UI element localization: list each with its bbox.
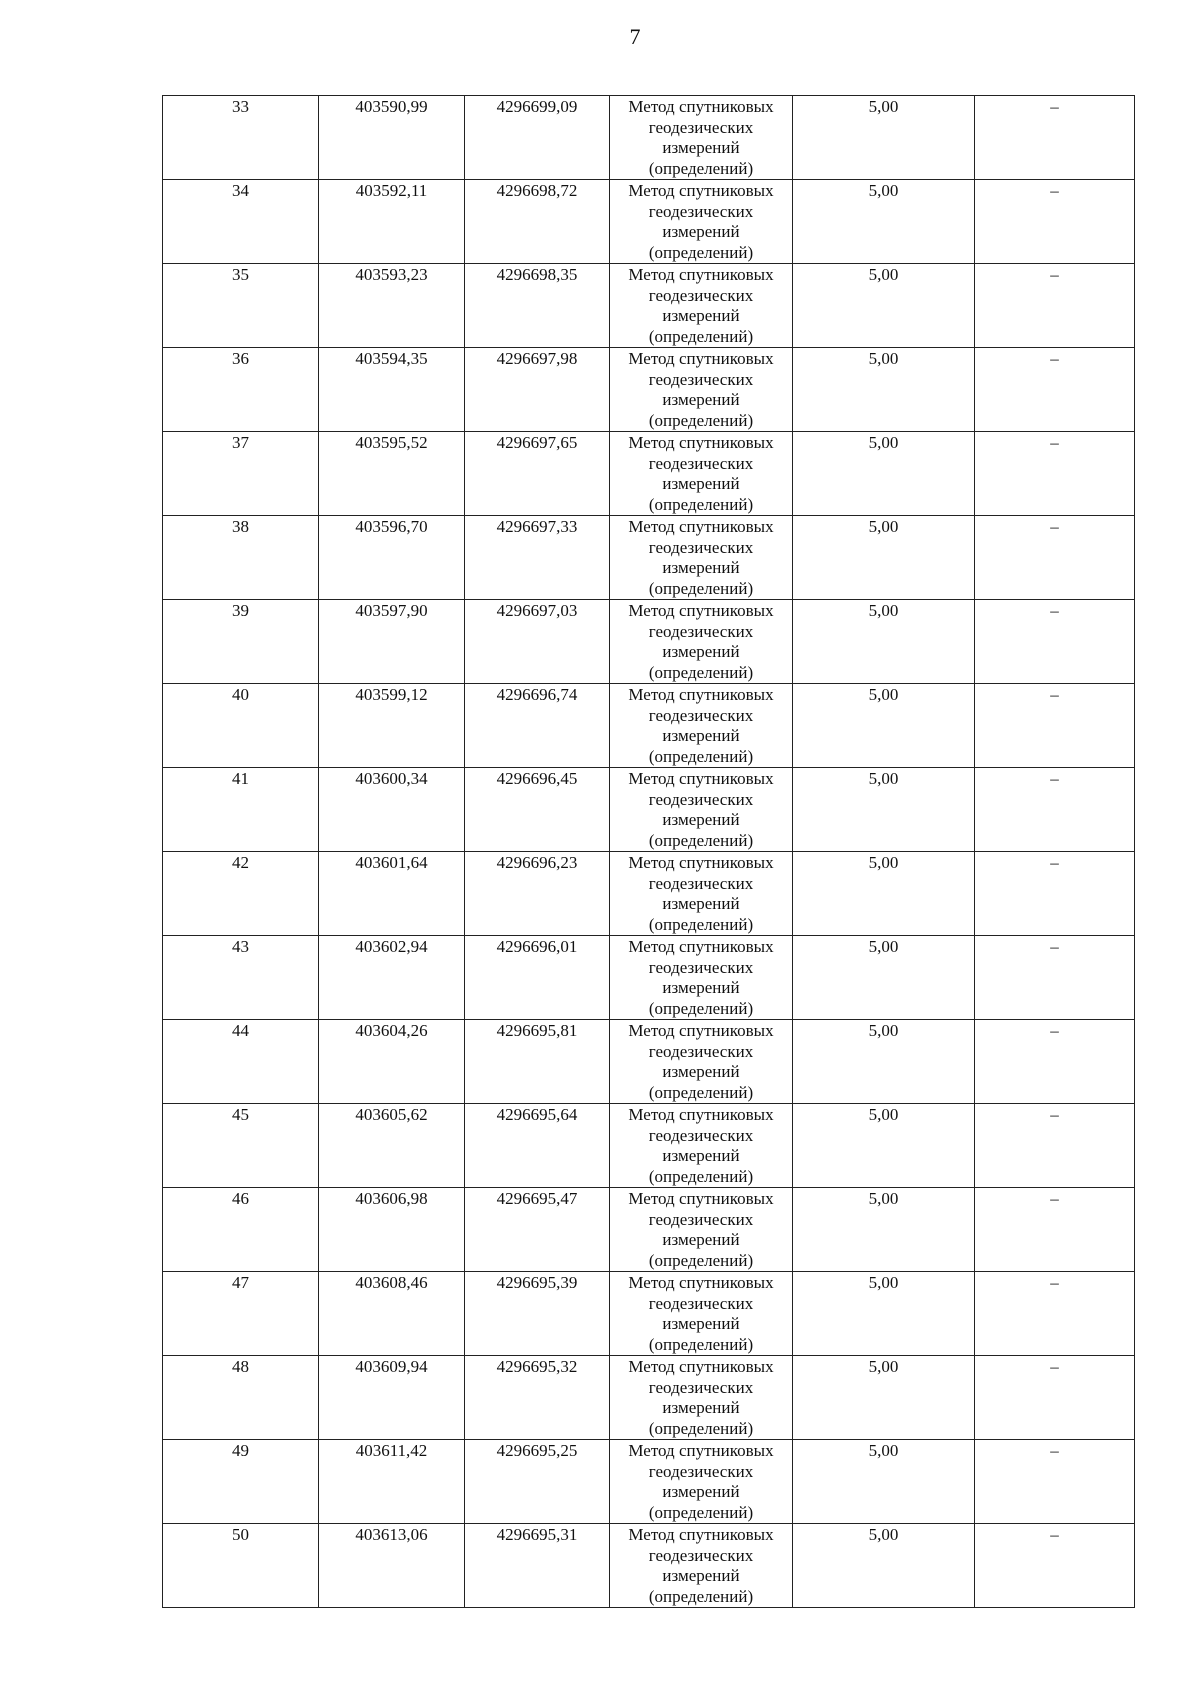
note-cell <box>975 1104 1135 1188</box>
y-coordinate-cell <box>465 180 610 264</box>
x-coordinate-cell-text: 403595,52 <box>355 433 428 452</box>
x-coordinate-cell-text: 403613,06 <box>355 1525 428 1544</box>
point-number-cell-text: 36 <box>232 349 249 368</box>
x-coordinate-cell <box>319 684 465 768</box>
method-line: Метод спутниковых <box>628 517 774 536</box>
note-cell <box>975 1440 1135 1524</box>
method-line: (определений) <box>648 746 754 766</box>
x-coordinate-cell-text: 403592,11 <box>355 181 428 200</box>
method-line: измерений <box>662 1062 740 1081</box>
method-line: геодезических <box>648 201 754 221</box>
accuracy-cell-text: 5,00 <box>868 769 899 788</box>
method-line: Метод спутниковых <box>628 1021 774 1040</box>
method-line: измерений <box>662 642 740 661</box>
method-line: геодезических <box>648 957 754 977</box>
y-coordinate-cell <box>465 432 610 516</box>
method-cell <box>610 1188 793 1272</box>
y-coordinate-cell <box>465 96 610 180</box>
y-coordinate-cell <box>465 516 610 600</box>
x-coordinate-cell <box>319 432 465 516</box>
x-coordinate-cell <box>319 348 465 432</box>
method-line: геодезических <box>648 1209 754 1229</box>
point-number-cell <box>163 936 319 1020</box>
y-coordinate-cell-text: 4296697,03 <box>496 601 578 620</box>
method-line: геодезических <box>648 705 754 725</box>
method-line: геодезических <box>648 453 754 473</box>
method-line: геодезических <box>648 1125 754 1145</box>
method-cell <box>610 1440 793 1524</box>
method-line: Метод спутниковых <box>628 1273 774 1292</box>
point-number-cell <box>163 180 319 264</box>
accuracy-cell-text: 5,00 <box>868 601 899 620</box>
note-cell <box>975 600 1135 684</box>
note-cell <box>975 1020 1135 1104</box>
point-number-cell-text: 35 <box>232 265 249 284</box>
method-cell <box>610 432 793 516</box>
note-cell <box>975 1524 1135 1608</box>
y-coordinate-cell <box>465 1272 610 1356</box>
point-number-cell-text: 41 <box>232 769 249 788</box>
y-coordinate-cell <box>465 1524 610 1608</box>
method-line: (определений) <box>648 662 754 682</box>
note-cell-text: – <box>1050 1525 1059 1544</box>
table-row <box>163 1104 1135 1188</box>
method-line: Метод спутниковых <box>628 97 774 116</box>
x-coordinate-cell <box>319 600 465 684</box>
method-line: измерений <box>662 1482 740 1501</box>
point-number-cell <box>163 684 319 768</box>
x-coordinate-cell <box>319 768 465 852</box>
y-coordinate-cell-text: 4296699,09 <box>496 97 578 116</box>
x-coordinate-cell-text: 403599,12 <box>355 685 428 704</box>
x-coordinate-cell <box>319 852 465 936</box>
method-line: измерений <box>662 1566 740 1585</box>
note-cell <box>975 684 1135 768</box>
method-line: измерений <box>662 306 740 325</box>
point-number-cell <box>163 96 319 180</box>
note-cell <box>975 1356 1135 1440</box>
x-coordinate-cell-text: 403605,62 <box>355 1105 428 1124</box>
method-line: геодезических <box>648 285 754 305</box>
accuracy-cell-text: 5,00 <box>868 349 899 368</box>
method-line: геодезических <box>648 537 754 557</box>
table-row <box>163 852 1135 936</box>
method-line: Метод спутниковых <box>628 601 774 620</box>
accuracy-cell-text: 5,00 <box>868 97 899 116</box>
x-coordinate-cell-text: 403606,98 <box>355 1189 428 1208</box>
accuracy-cell <box>793 852 975 936</box>
note-cell-text: – <box>1050 769 1059 788</box>
method-line: (определений) <box>648 326 754 346</box>
method-line: Метод спутниковых <box>628 1525 774 1544</box>
note-cell <box>975 852 1135 936</box>
y-coordinate-cell-text: 4296696,74 <box>496 685 578 704</box>
y-coordinate-cell-text: 4296695,64 <box>496 1105 578 1124</box>
method-line: (определений) <box>648 158 754 178</box>
table-row <box>163 96 1135 180</box>
y-coordinate-cell-text: 4296697,33 <box>496 517 578 536</box>
method-line: геодезических <box>648 621 754 641</box>
accuracy-cell-text: 5,00 <box>868 1357 899 1376</box>
note-cell-text: – <box>1050 1021 1059 1040</box>
method-line: Метод спутниковых <box>628 685 774 704</box>
method-cell <box>610 768 793 852</box>
method-cell <box>610 936 793 1020</box>
point-number-cell-text: 47 <box>232 1273 249 1292</box>
point-number-cell-text: 48 <box>232 1357 249 1376</box>
accuracy-cell <box>793 684 975 768</box>
point-number-cell <box>163 432 319 516</box>
table-row <box>163 600 1135 684</box>
y-coordinate-cell <box>465 600 610 684</box>
method-line: измерений <box>662 1398 740 1417</box>
y-coordinate-cell <box>465 1188 610 1272</box>
x-coordinate-cell-text: 403593,23 <box>355 265 428 284</box>
method-cell <box>610 600 793 684</box>
method-line: измерений <box>662 810 740 829</box>
accuracy-cell-text: 5,00 <box>868 1441 899 1460</box>
accuracy-cell <box>793 768 975 852</box>
accuracy-cell <box>793 600 975 684</box>
method-cell <box>610 852 793 936</box>
point-number-cell <box>163 852 319 936</box>
y-coordinate-cell <box>465 768 610 852</box>
method-line: геодезических <box>648 369 754 389</box>
method-cell <box>610 96 793 180</box>
method-line: Метод спутниковых <box>628 1357 774 1376</box>
method-line: (определений) <box>648 494 754 514</box>
point-number-cell <box>163 600 319 684</box>
method-line: Метод спутниковых <box>628 265 774 284</box>
x-coordinate-cell-text: 403601,64 <box>355 853 428 872</box>
table-row <box>163 348 1135 432</box>
accuracy-cell <box>793 1020 975 1104</box>
table-row <box>163 936 1135 1020</box>
y-coordinate-cell <box>465 1440 610 1524</box>
point-number-cell-text: 44 <box>232 1021 249 1040</box>
method-line: (определений) <box>648 830 754 850</box>
method-line: (определений) <box>648 1586 754 1606</box>
note-cell <box>975 432 1135 516</box>
table-row <box>163 1356 1135 1440</box>
accuracy-cell <box>793 1440 975 1524</box>
method-line: (определений) <box>648 1250 754 1270</box>
accuracy-cell-text: 5,00 <box>868 433 899 452</box>
method-line: измерений <box>662 222 740 241</box>
point-number-cell-text: 39 <box>232 601 249 620</box>
method-cell <box>610 264 793 348</box>
point-number-cell-text: 42 <box>232 853 249 872</box>
x-coordinate-cell-text: 403590,99 <box>355 97 428 116</box>
point-number-cell-text: 50 <box>232 1525 249 1544</box>
method-line: геодезических <box>648 873 754 893</box>
point-number-cell <box>163 1104 319 1188</box>
y-coordinate-cell-text: 4296698,35 <box>496 265 578 284</box>
accuracy-cell <box>793 1188 975 1272</box>
accuracy-cell <box>793 348 975 432</box>
y-coordinate-cell <box>465 264 610 348</box>
method-line: (определений) <box>648 914 754 934</box>
method-line: измерений <box>662 474 740 493</box>
point-number-cell <box>163 516 319 600</box>
point-number-cell-text: 43 <box>232 937 249 956</box>
x-coordinate-cell <box>319 516 465 600</box>
accuracy-cell-text: 5,00 <box>868 937 899 956</box>
y-coordinate-cell <box>465 684 610 768</box>
method-cell <box>610 1272 793 1356</box>
note-cell <box>975 768 1135 852</box>
method-line: (определений) <box>648 410 754 430</box>
note-cell-text: – <box>1050 265 1059 284</box>
y-coordinate-cell-text: 4296696,45 <box>496 769 578 788</box>
point-number-cell-text: 37 <box>232 433 249 452</box>
point-number-cell-text: 45 <box>232 1105 249 1124</box>
accuracy-cell <box>793 1524 975 1608</box>
method-cell <box>610 1020 793 1104</box>
x-coordinate-cell <box>319 96 465 180</box>
y-coordinate-cell <box>465 348 610 432</box>
y-coordinate-cell <box>465 852 610 936</box>
x-coordinate-cell <box>319 264 465 348</box>
accuracy-cell-text: 5,00 <box>868 1021 899 1040</box>
note-cell-text: – <box>1050 937 1059 956</box>
method-line: измерений <box>662 894 740 913</box>
x-coordinate-cell-text: 403604,26 <box>355 1021 428 1040</box>
accuracy-cell-text: 5,00 <box>868 1525 899 1544</box>
method-line: Метод спутниковых <box>628 181 774 200</box>
method-line: (определений) <box>648 242 754 262</box>
note-cell-text: – <box>1050 1441 1059 1460</box>
y-coordinate-cell-text: 4296695,25 <box>496 1441 578 1460</box>
method-line: измерений <box>662 1146 740 1165</box>
method-line: (определений) <box>648 1418 754 1438</box>
method-line: Метод спутниковых <box>628 937 774 956</box>
method-line: геодезических <box>648 1041 754 1061</box>
note-cell-text: – <box>1050 517 1059 536</box>
x-coordinate-cell-text: 403608,46 <box>355 1273 428 1292</box>
table-row <box>163 768 1135 852</box>
method-line: (определений) <box>648 1334 754 1354</box>
x-coordinate-cell-text: 403596,70 <box>355 517 428 536</box>
method-line: (определений) <box>648 1082 754 1102</box>
note-cell-text: – <box>1050 1189 1059 1208</box>
method-line: Метод спутниковых <box>628 769 774 788</box>
note-cell <box>975 1272 1135 1356</box>
table-row <box>163 180 1135 264</box>
method-line: (определений) <box>648 578 754 598</box>
note-cell-text: – <box>1050 1105 1059 1124</box>
accuracy-cell <box>793 180 975 264</box>
table-row <box>163 432 1135 516</box>
table-row <box>163 684 1135 768</box>
method-cell <box>610 516 793 600</box>
accuracy-cell <box>793 516 975 600</box>
note-cell <box>975 264 1135 348</box>
method-line: Метод спутниковых <box>628 1105 774 1124</box>
note-cell-text: – <box>1050 349 1059 368</box>
y-coordinate-cell <box>465 1104 610 1188</box>
note-cell-text: – <box>1050 1357 1059 1376</box>
x-coordinate-cell <box>319 1272 465 1356</box>
accuracy-cell-text: 5,00 <box>868 685 899 704</box>
method-line: геодезических <box>648 1293 754 1313</box>
accuracy-cell-text: 5,00 <box>868 1189 899 1208</box>
page-number: 7 <box>629 24 641 49</box>
x-coordinate-cell <box>319 936 465 1020</box>
accuracy-cell <box>793 96 975 180</box>
accuracy-cell <box>793 1356 975 1440</box>
method-line: геодезических <box>648 1377 754 1397</box>
accuracy-cell-text: 5,00 <box>868 1273 899 1292</box>
method-line: Метод спутниковых <box>628 1189 774 1208</box>
y-coordinate-cell <box>465 1020 610 1104</box>
x-coordinate-cell <box>319 1524 465 1608</box>
note-cell <box>975 96 1135 180</box>
note-cell-text: – <box>1050 1273 1059 1292</box>
y-coordinate-cell-text: 4296698,72 <box>496 181 578 200</box>
method-line: Метод спутниковых <box>628 1441 774 1460</box>
y-coordinate-cell-text: 4296696,01 <box>496 937 578 956</box>
table-row <box>163 1272 1135 1356</box>
method-line: Метод спутниковых <box>628 853 774 872</box>
note-cell <box>975 936 1135 1020</box>
table-row <box>163 516 1135 600</box>
y-coordinate-cell-text: 4296695,31 <box>496 1525 578 1544</box>
point-number-cell <box>163 1524 319 1608</box>
table-row <box>163 1524 1135 1608</box>
table-row <box>163 264 1135 348</box>
method-line: геодезических <box>648 117 754 137</box>
point-number-cell <box>163 348 319 432</box>
method-line: измерений <box>662 390 740 409</box>
accuracy-cell <box>793 1104 975 1188</box>
point-number-cell-text: 46 <box>232 1189 249 1208</box>
accuracy-cell <box>793 264 975 348</box>
note-cell <box>975 348 1135 432</box>
point-number-cell <box>163 1356 319 1440</box>
x-coordinate-cell-text: 403600,34 <box>355 769 428 788</box>
point-number-cell-text: 49 <box>232 1441 249 1460</box>
accuracy-cell-text: 5,00 <box>868 1105 899 1124</box>
coordinates-table-body <box>163 96 1135 1608</box>
method-line: (определений) <box>648 1166 754 1186</box>
x-coordinate-cell-text: 403611,42 <box>355 1441 428 1460</box>
method-cell <box>610 1104 793 1188</box>
note-cell <box>975 180 1135 264</box>
point-number-cell <box>163 264 319 348</box>
note-cell-text: – <box>1050 97 1059 116</box>
x-coordinate-cell <box>319 180 465 264</box>
y-coordinate-cell <box>465 936 610 1020</box>
x-coordinate-cell <box>319 1356 465 1440</box>
x-coordinate-cell-text: 403594,35 <box>355 349 428 368</box>
method-line: Метод спутниковых <box>628 433 774 452</box>
method-line: геодезических <box>648 789 754 809</box>
y-coordinate-cell-text: 4296697,65 <box>496 433 578 452</box>
accuracy-cell-text: 5,00 <box>868 853 899 872</box>
accuracy-cell-text: 5,00 <box>868 181 899 200</box>
method-cell <box>610 1356 793 1440</box>
accuracy-cell-text: 5,00 <box>868 517 899 536</box>
method-line: Метод спутниковых <box>628 349 774 368</box>
point-number-cell-text: 34 <box>232 181 249 200</box>
method-line: измерений <box>662 1314 740 1333</box>
point-number-cell <box>163 1188 319 1272</box>
y-coordinate-cell-text: 4296695,81 <box>496 1021 578 1040</box>
method-cell <box>610 1524 793 1608</box>
note-cell-text: – <box>1050 181 1059 200</box>
point-number-cell <box>163 1020 319 1104</box>
x-coordinate-cell <box>319 1440 465 1524</box>
accuracy-cell <box>793 432 975 516</box>
point-number-cell <box>163 768 319 852</box>
point-number-cell <box>163 1440 319 1524</box>
x-coordinate-cell <box>319 1188 465 1272</box>
method-line: измерений <box>662 558 740 577</box>
method-line: геодезических <box>648 1545 754 1565</box>
point-number-cell-text: 33 <box>232 97 249 116</box>
point-number-cell-text: 40 <box>232 685 249 704</box>
table-row <box>163 1188 1135 1272</box>
method-cell <box>610 180 793 264</box>
x-coordinate-cell-text: 403597,90 <box>355 601 428 620</box>
y-coordinate-cell-text: 4296695,47 <box>496 1189 578 1208</box>
x-coordinate-cell-text: 403602,94 <box>355 937 428 956</box>
point-number-cell-text: 38 <box>232 517 249 536</box>
method-line: измерений <box>662 1230 740 1249</box>
table-row <box>163 1020 1135 1104</box>
y-coordinate-cell-text: 4296696,23 <box>496 853 578 872</box>
method-line: измерений <box>662 726 740 745</box>
y-coordinate-cell <box>465 1356 610 1440</box>
note-cell-text: – <box>1050 433 1059 452</box>
y-coordinate-cell-text: 4296697,98 <box>496 349 578 368</box>
accuracy-cell <box>793 936 975 1020</box>
method-cell <box>610 684 793 768</box>
coordinates-table <box>162 95 1135 1608</box>
note-cell-text: – <box>1050 601 1059 620</box>
point-number-cell <box>163 1272 319 1356</box>
note-cell-text: – <box>1050 685 1059 704</box>
accuracy-cell-text: 5,00 <box>868 265 899 284</box>
method-line: (определений) <box>648 998 754 1018</box>
accuracy-cell <box>793 1272 975 1356</box>
y-coordinate-cell-text: 4296695,39 <box>496 1273 578 1292</box>
method-cell <box>610 348 793 432</box>
method-line: геодезических <box>648 1461 754 1481</box>
note-cell <box>975 516 1135 600</box>
x-coordinate-cell-text: 403609,94 <box>355 1357 428 1376</box>
method-line: измерений <box>662 978 740 997</box>
note-cell <box>975 1188 1135 1272</box>
method-line: измерений <box>662 138 740 157</box>
method-line: (определений) <box>648 1502 754 1522</box>
y-coordinate-cell-text: 4296695,32 <box>496 1357 578 1376</box>
note-cell-text: – <box>1050 853 1059 872</box>
x-coordinate-cell <box>319 1020 465 1104</box>
table-row <box>163 1440 1135 1524</box>
x-coordinate-cell <box>319 1104 465 1188</box>
